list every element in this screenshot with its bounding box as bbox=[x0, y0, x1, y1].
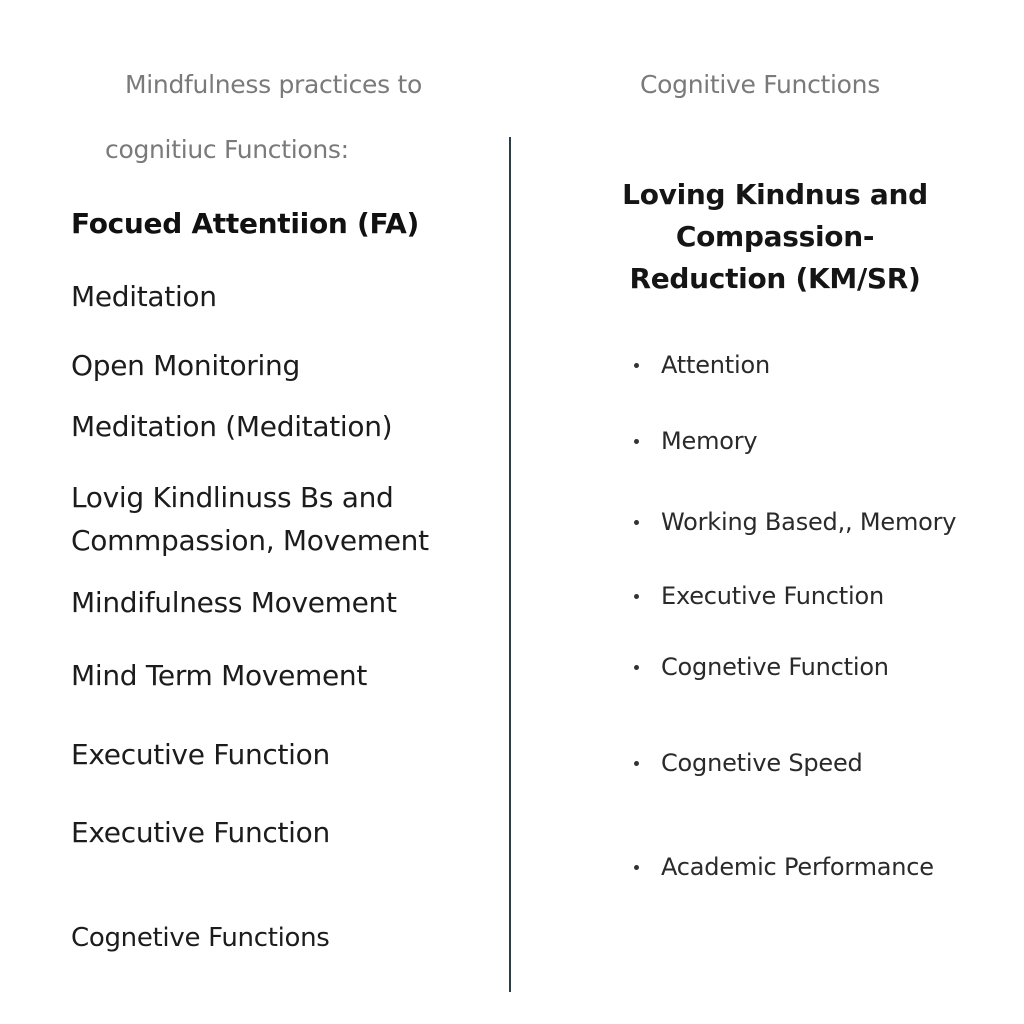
left-item-focused-attention: Focued Attentiion (FA) bbox=[71, 207, 419, 240]
left-item-executive-function-2: Executive Function bbox=[71, 816, 330, 849]
left-item-open-monitoring: Open Monitoring bbox=[71, 349, 300, 382]
bullet-dot-icon bbox=[634, 761, 639, 766]
left-subtitle-line-2: cognitiuc Functions: bbox=[105, 135, 349, 164]
bullet-text-working-memory: Working Based,, Memory bbox=[661, 508, 957, 536]
bullet-dot-icon bbox=[634, 520, 639, 525]
bullet-text-memory: Memory bbox=[661, 427, 758, 455]
bullet-item bbox=[634, 749, 863, 777]
right-subtitle: Cognitive Functions bbox=[640, 70, 880, 99]
bullet-text-cognetive-function: Cognetive Function bbox=[661, 653, 889, 681]
bullet-item bbox=[634, 508, 956, 536]
left-subtitle-line-1: Mindfulness practices to bbox=[125, 70, 422, 99]
bullet-item bbox=[634, 653, 889, 681]
left-item-meditation-meditation: Meditation (Meditation) bbox=[71, 410, 393, 443]
bullet-text-cognetive-speed: Cognetive Speed bbox=[661, 749, 863, 777]
right-heading-line-2: Compassion- bbox=[675, 220, 875, 253]
bullet-text-executive-function: Executive Function bbox=[661, 582, 884, 610]
bullet-item bbox=[634, 853, 934, 881]
bullet-item bbox=[634, 427, 757, 455]
left-item-mind-term-movement: Mind Term Movement bbox=[71, 659, 368, 692]
right-heading-line-1: Loving Kindnus and bbox=[622, 178, 928, 211]
left-item-compassion-movement: Commpassion, Movement bbox=[71, 524, 429, 557]
bullet-dot-icon bbox=[634, 363, 639, 368]
bullet-dot-icon bbox=[634, 594, 639, 599]
left-item-meditation: Meditation bbox=[71, 280, 217, 313]
left-item-cognetive-functions: Cognetive Functions bbox=[71, 923, 330, 953]
left-item-mindfulness-movement: Mindifulness Movement bbox=[71, 586, 397, 619]
bullet-dot-icon bbox=[634, 439, 639, 444]
left-item-loving-kindness: Lovig Kindlinuss Bs and bbox=[71, 481, 394, 514]
bullet-dot-icon bbox=[634, 865, 639, 870]
bullet-dot-icon bbox=[634, 665, 639, 670]
left-item-executive-function-1: Executive Function bbox=[71, 738, 330, 771]
column-divider bbox=[509, 137, 511, 992]
bullet-text-academic-performance: Academic Performance bbox=[661, 853, 934, 881]
right-heading-line-3: Reduction (KM/SR) bbox=[629, 262, 921, 295]
bullet-item bbox=[634, 351, 770, 379]
right-heading bbox=[600, 174, 950, 300]
bullet-item bbox=[634, 582, 884, 610]
bullet-text-attention: Attention bbox=[661, 351, 770, 379]
